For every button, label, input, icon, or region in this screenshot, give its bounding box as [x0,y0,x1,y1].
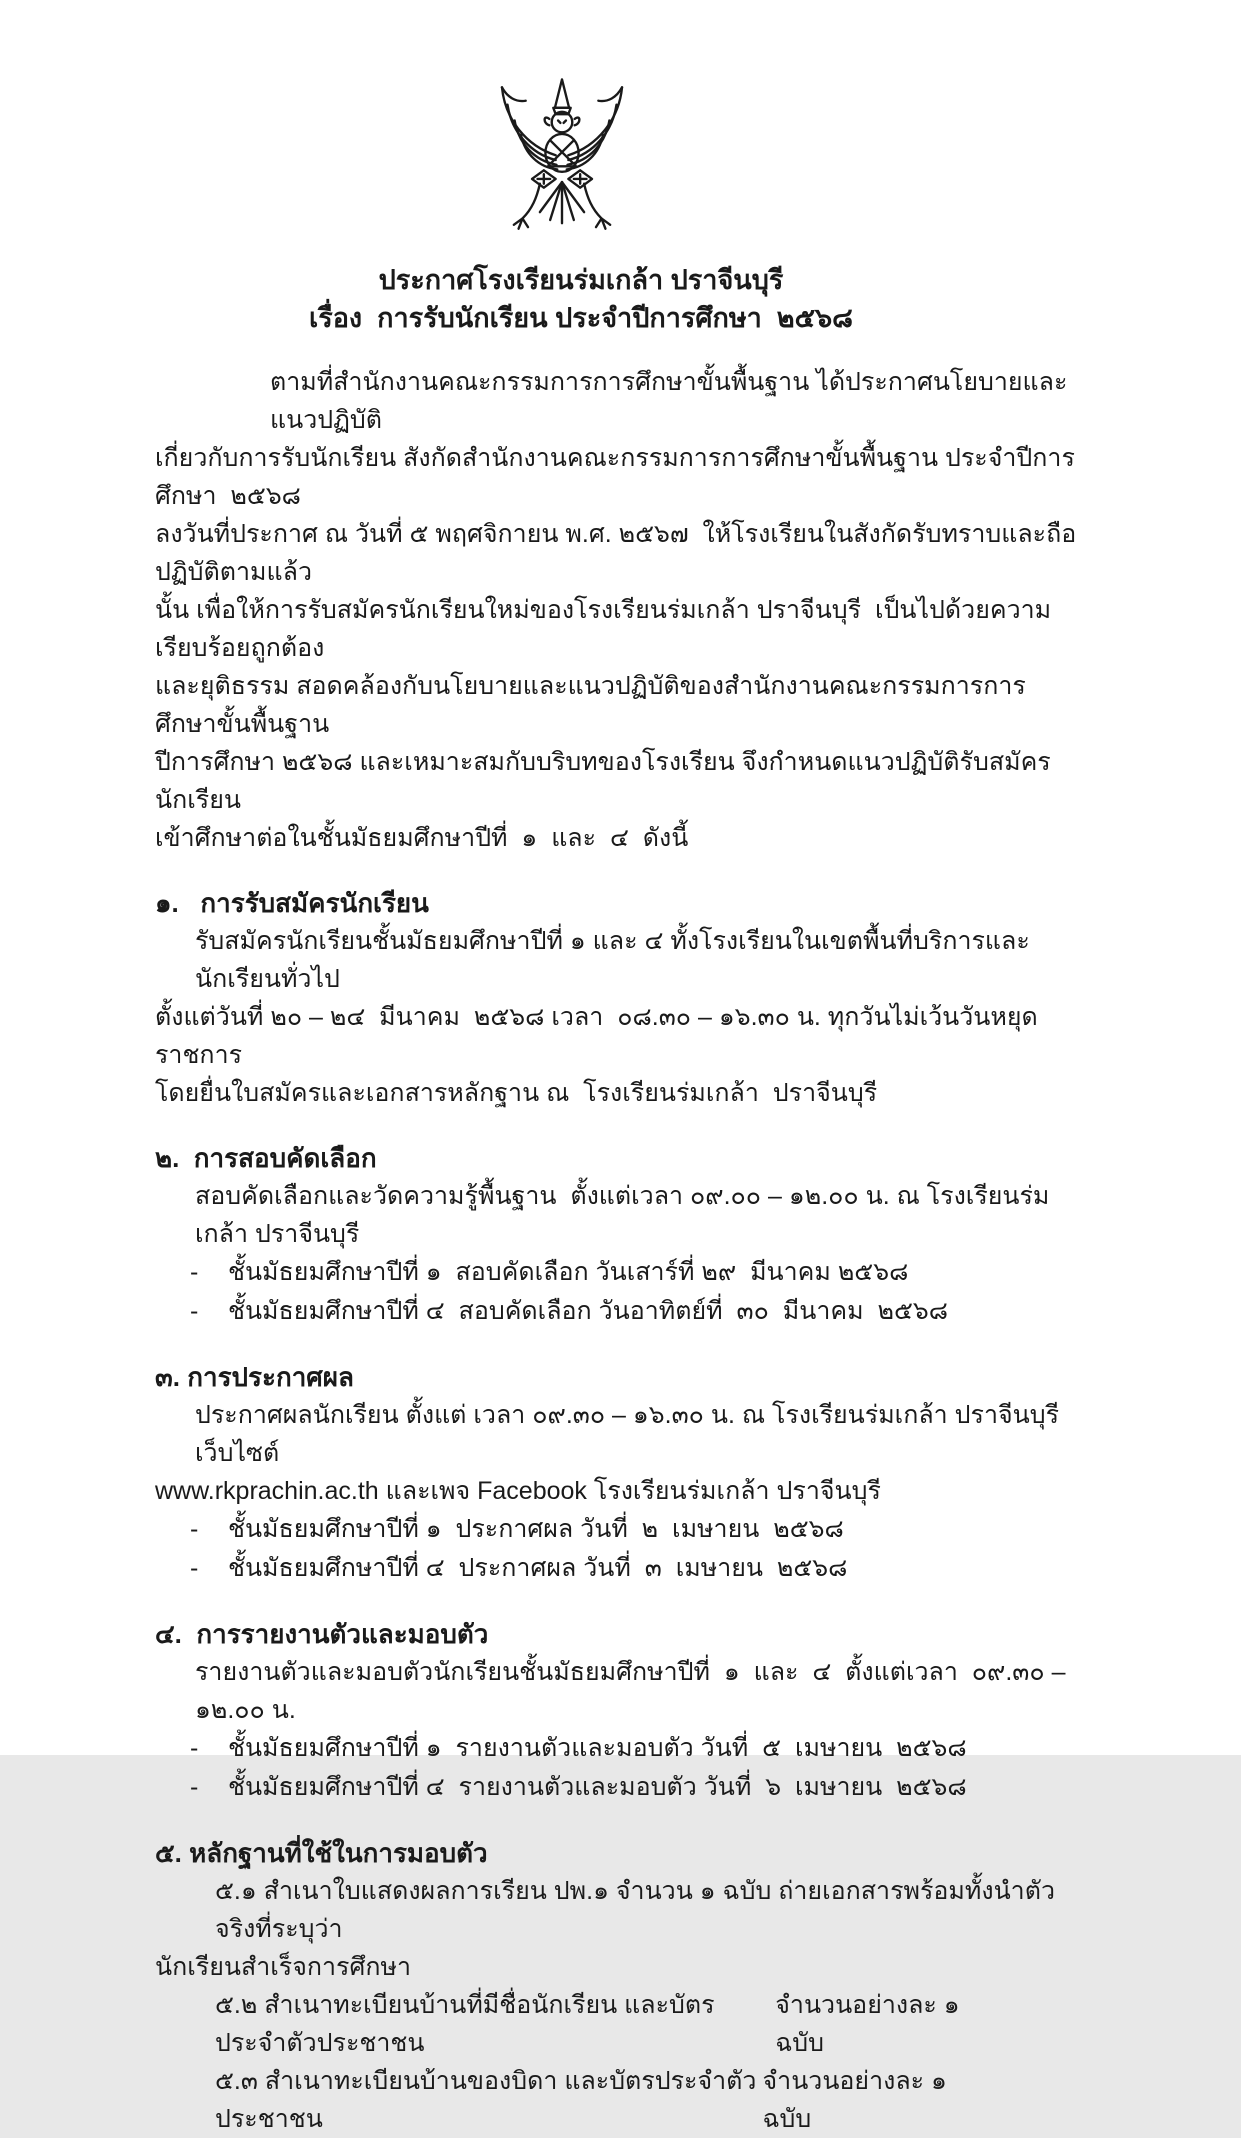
document-item-5-1: ๕.๑ สำเนาใบแสดงผลการเรียน ปพ.๑ จำนวน ๑ ฉบับ ถ่ายเอกสารพร้อมทั้งนำตัวจริงที่ระบุว่า [215,1877,1055,1943]
dash-bullet-icon: - [190,1297,199,1325]
section-line: ประกาศผลนักเรียน ตั้งแต่ เวลา ๐๙.๓๐ – ๑๖.๓๐ น. ณ โรงเรียนร่มเกล้า ปราจีนบุรี เว็บไซต์ [195,1401,1066,1467]
section-exam [155,1139,1085,1331]
section-admission [155,884,1085,1112]
bullet-text: ชั้นมัธยมศึกษาปีที่ ๑ ประกาศผล วันที่ ๒ เมษายน ๒๕๖๘ [228,1515,844,1543]
section-heading: ๑. การรับสมัครนักเรียน [155,888,429,918]
bullet-text: ชั้นมัธยมศึกษาปีที่ ๑ สอบคัดเลือก วันเสาร์ที่ ๒๙ มีนาคม ๒๕๖๘ [228,1258,909,1286]
intro-line: ลงวันที่ประกาศ ณ วันที่ ๕ พฤศจิกายน พ.ศ. ๒๕๖๗ ให้โรงเรียนในสังกัดรับทราบและถือปฏิบัติตามแล้ว [155,520,1077,586]
document-item-5-2 [155,1986,1085,2062]
intro-line: ปีการศึกษา ๒๕๖๘ และเหมาะสมกับบริบทของโรงเรียน จึงกำหนดแนวปฏิบัติรับสมัครนักเรียน [155,748,1051,814]
intro-line: เกี่ยวกับการรับนักเรียน สังกัดสำนักงานคณะกรรมการการศึกษาขั้นพื้นฐาน ประจำปีการศึกษา ๒๕๖๘ [155,444,1075,510]
document-header [155,261,1085,337]
bullet-item [155,1729,1085,1768]
section-report-enroll [155,1615,1085,1807]
garuda-emblem [97,75,1027,245]
section-line: รับสมัครนักเรียนชั้นมัธยมศึกษาปีที่ ๑ และ ๔ ทั้งโรงเรียนในเขตพื้นที่บริการและนักเรียนทั่วไป [195,927,1030,993]
intro-line: นั้น เพื่อให้การรับสมัครนักเรียนใหม่ของโรงเรียนร่มเกล้า ปราจีนบุรี เป็นไปด้วยความเรียบร้อยถูกต้อง [155,596,1052,662]
document-item-count: จำนวนอย่างละ ๑ ฉบับ [762,2067,954,2133]
bullet-text: ชั้นมัธยมศึกษาปีที่ ๔ รายงานตัวและมอบตัว วันที่ ๖ เมษายน ๒๕๖๘ [228,1773,967,1801]
bullet-text: ชั้นมัธยมศึกษาปีที่ ๑ รายงานตัวและมอบตัว วันที่ ๕ เมษายน ๒๕๖๘ [228,1734,967,1762]
section-documents [155,1834,1085,2138]
section-line: สอบคัดเลือกและวัดความรู้พื้นฐาน ตั้งแต่เวลา ๐๙.๐๐ – ๑๒.๐๐ น. ณ โรงเรียนร่มเกล้า ปราจีนบุรี [195,1182,1050,1248]
bullet-item [155,1510,1085,1549]
bullet-item [155,1292,1085,1331]
document-item-5-3 [155,2062,1085,2138]
intro-line: เข้าศึกษาต่อในชั้นมัธยมศึกษาปีที่ ๑ และ ๔ ดังนี้ [155,824,689,852]
section-line: ตั้งแต่วันที่ ๒๐ – ๒๔ มีนาคม ๒๕๖๘ เวลา ๐๘.๓๐ – ๑๖.๓๐ น. ทุกวันไม่เว้นวันหยุดราชการ [155,1003,1038,1069]
section-line: โดยยื่นใบสมัครและเอกสารหลักฐาน ณ โรงเรียนร่มเกล้า ปราจีนบุรี [155,1079,878,1107]
bullet-item [155,1549,1085,1588]
dash-bullet-icon: - [190,1515,199,1543]
section-line: รายงานตัวและมอบตัวนักเรียนชั้นมัธยมศึกษาปีที่ ๑ และ ๔ ตั้งแต่เวลา ๐๙.๓๐ – ๑๒.๐๐ น. [195,1658,1073,1724]
section-heading: ๓. การประกาศผล [155,1362,354,1392]
dash-bullet-icon: - [190,1554,199,1582]
dash-bullet-icon: - [190,1734,199,1762]
bullet-item [155,1253,1085,1292]
dash-bullet-icon: - [190,1773,199,1801]
document-title-line1: ประกาศโรงเรียนร่มเกล้า ปราจีนบุรี [378,265,784,295]
section-heading: ๕. หลักฐานที่ใช้ในการมอบตัว [155,1838,488,1868]
section-heading: ๔. การรายงานตัวและมอบตัว [155,1619,489,1649]
intro-line: ตามที่สำนักงานคณะกรรมการการศึกษาขั้นพื้นฐาน ได้ประกาศนโยบายและแนวปฏิบัติ [270,368,1068,434]
document-item-text: ๕.๓ สำเนาทะเบียนบ้านของบิดา และบัตรประจำตัวประชาชน [215,2067,757,2133]
bullet-text: ชั้นมัธยมศึกษาปีที่ ๔ สอบคัดเลือก วันอาทิตย์ที่ ๓๐ มีนาคม ๒๕๖๘ [228,1297,949,1325]
section-results [155,1358,1085,1588]
bullet-item [155,1768,1085,1807]
intro-paragraph [155,363,1085,857]
document-title-line2: เรื่อง การรับนักเรียน ประจำปีการศึกษา ๒๕๖๘ [308,303,854,333]
section-heading: ๒. การสอบคัดเลือก [155,1143,377,1173]
document-item-text: ๕.๒ สำเนาทะเบียนบ้านที่มีชื่อนักเรียน และบัตรประจำตัวประชาชน [215,1991,715,2057]
document-item-5-1-continuation: นักเรียนสำเร็จการศึกษา [155,1953,411,1981]
document-item-count: จำนวนอย่างละ ๑ ฉบับ [775,1991,967,2057]
intro-line: และยุติธรรม สอดคล้องกับนโยบายและแนวปฏิบัติของสำนักงานคณะกรรมการการศึกษาขั้นพื้นฐาน [155,672,1026,738]
section-line-website: www.rkprachin.ac.th และเพจ Facebook โรงเรียนร่มเกล้า ปราจีนบุรี [155,1477,881,1505]
garuda-emblem-graphic [483,75,641,245]
dash-bullet-icon: - [190,1258,199,1286]
bullet-text: ชั้นมัธยมศึกษาปีที่ ๔ ประกาศผล วันที่ ๓ เมษายน ๒๕๖๘ [228,1554,848,1582]
